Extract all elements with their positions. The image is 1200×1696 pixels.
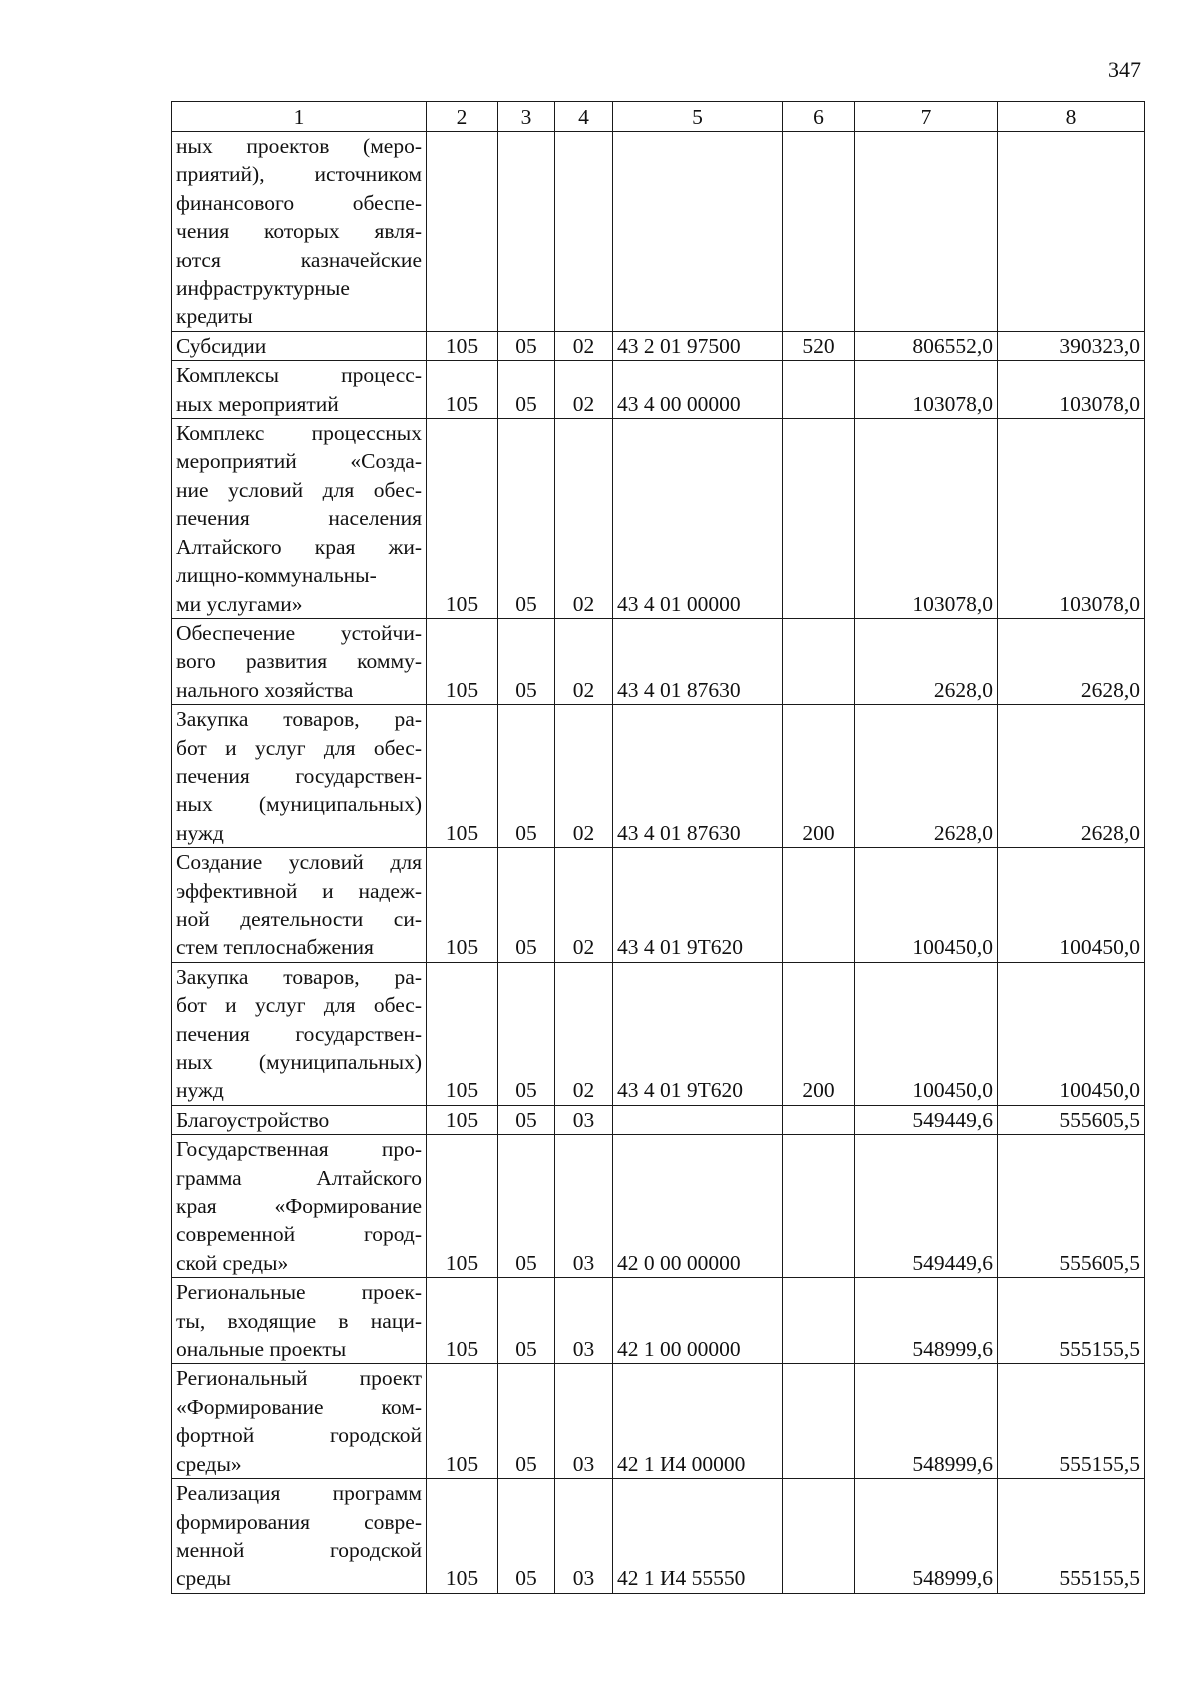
header-row [172, 102, 1145, 132]
cell-col-5: 43 4 01 00000 [613, 419, 783, 619]
name-line: чения которых явля- [176, 219, 422, 244]
cell-col-5: 43 4 01 9Т620 [613, 962, 783, 1105]
cell-col-2: 105 [427, 419, 498, 619]
name-line: нужд [176, 1078, 224, 1103]
name-line: финансового обеспе- [176, 190, 422, 215]
cell-col-1 [172, 618, 427, 704]
name-line: Создание условий для [176, 850, 422, 875]
cell-col-4: 02 [555, 331, 613, 360]
name-line: ются казначейские [176, 247, 422, 272]
cell-col-2: 105 [427, 1135, 498, 1278]
name-line: современной город- [176, 1222, 422, 1247]
name-line: ных мероприятий [176, 391, 339, 416]
cell-col-7: 2628,0 [855, 705, 998, 848]
cell-col-8: 555155,5 [998, 1479, 1145, 1594]
cell-col-1 [172, 705, 427, 848]
cell-col-2: 105 [427, 618, 498, 704]
cell-col-2: 105 [427, 1105, 498, 1134]
name-line: нужд [176, 820, 224, 845]
cell-col-6 [783, 1479, 855, 1594]
name-line: Благоустройство [176, 1107, 330, 1132]
table-row [172, 331, 1145, 360]
name-line: лищно-коммунальны- [176, 563, 377, 588]
cell-col-7: 549449,6 [855, 1135, 998, 1278]
name-line: ных (муниципальных) [176, 1050, 422, 1074]
name-line: печения населения [176, 506, 422, 531]
cell-col-1 [172, 132, 427, 332]
cell-col-4: 02 [555, 419, 613, 619]
name-line: фортной городской [176, 1423, 422, 1448]
name-line: ми услугами» [176, 591, 303, 616]
cell-col-4: 03 [555, 1364, 613, 1479]
table-row [172, 419, 1145, 619]
name-line: Комплексы процесс- [176, 363, 422, 388]
name-line: Алтайского края жи- [176, 534, 422, 559]
column-header: 4 [555, 102, 613, 132]
cell-col-3: 05 [498, 705, 555, 848]
name-line: Закупка товаров, ра- [176, 707, 422, 732]
cell-col-6 [783, 1278, 855, 1364]
column-header: 2 [427, 102, 498, 132]
name-line: инфраструктурные [176, 276, 350, 301]
name-line: Региональный проект [176, 1366, 422, 1391]
cell-col-2: 105 [427, 1364, 498, 1479]
page-number: 347 [1108, 57, 1141, 82]
cell-col-4: 02 [555, 705, 613, 848]
budget-table [171, 101, 1145, 1594]
cell-col-8: 555155,5 [998, 1278, 1145, 1364]
name-line: Субсидии [176, 333, 267, 358]
name-line: мероприятий «Созда- [176, 449, 422, 474]
cell-col-7: 100450,0 [855, 848, 998, 963]
cell-col-3: 05 [498, 1105, 555, 1134]
cell-col-4: 02 [555, 618, 613, 704]
cell-col-5 [613, 1105, 783, 1134]
cell-col-5: 43 4 01 87630 [613, 618, 783, 704]
name-line: ской среды» [176, 1250, 289, 1275]
cell-col-3: 05 [498, 848, 555, 963]
name-line: печения государствен- [176, 763, 422, 788]
name-line: ональные проекты [176, 1337, 347, 1362]
cell-col-1 [172, 331, 427, 360]
cell-col-3: 05 [498, 962, 555, 1105]
name-line: ных (муниципальных) [176, 792, 422, 817]
cell-col-1 [172, 848, 427, 963]
name-line: Государственная про- [176, 1137, 422, 1162]
name-line: вого развития комму- [176, 649, 422, 674]
cell-col-1 [172, 361, 427, 419]
cell-col-4: 02 [555, 848, 613, 963]
cell-col-8 [998, 132, 1145, 332]
cell-col-1 [172, 1364, 427, 1479]
cell-col-4: 03 [555, 1135, 613, 1278]
cell-col-7: 103078,0 [855, 419, 998, 619]
cell-col-3: 05 [498, 419, 555, 619]
cell-col-5: 42 1 И4 00000 [613, 1364, 783, 1479]
table-row [172, 962, 1145, 1105]
name-line: эффективной и надеж- [176, 878, 422, 903]
cell-col-1 [172, 1479, 427, 1594]
cell-col-8: 555605,5 [998, 1105, 1145, 1134]
cell-col-7: 548999,6 [855, 1364, 998, 1479]
cell-col-1 [172, 1278, 427, 1364]
cell-col-3: 05 [498, 1479, 555, 1594]
cell-col-6 [783, 419, 855, 619]
cell-col-2: 105 [427, 962, 498, 1105]
cell-col-8: 2628,0 [998, 618, 1145, 704]
column-header: 6 [783, 102, 855, 132]
cell-col-5: 42 0 00 00000 [613, 1135, 783, 1278]
cell-col-7: 2628,0 [855, 618, 998, 704]
cell-col-6 [783, 1135, 855, 1278]
name-line: стем теплоснабжения [176, 935, 374, 960]
cell-col-6 [783, 132, 855, 332]
table-row [172, 361, 1145, 419]
cell-col-7: 548999,6 [855, 1278, 998, 1364]
column-header: 5 [613, 102, 783, 132]
cell-col-3: 05 [498, 1364, 555, 1479]
cell-col-6: 200 [783, 705, 855, 848]
cell-col-6 [783, 1364, 855, 1479]
table-row [172, 1105, 1145, 1134]
cell-col-8: 555605,5 [998, 1135, 1145, 1278]
table-row [172, 1135, 1145, 1278]
cell-col-2: 105 [427, 705, 498, 848]
cell-col-4: 03 [555, 1278, 613, 1364]
cell-col-8: 2628,0 [998, 705, 1145, 848]
cell-col-5: 43 4 01 87630 [613, 705, 783, 848]
cell-col-7 [855, 132, 998, 332]
cell-col-8: 103078,0 [998, 419, 1145, 619]
name-line: кредиты [176, 304, 253, 329]
cell-col-1 [172, 419, 427, 619]
name-line: формирования совре- [176, 1509, 422, 1534]
name-line: ных проектов (меро- [176, 134, 422, 158]
name-line: печения государствен- [176, 1021, 422, 1046]
name-line: нального хозяйства [176, 677, 354, 702]
cell-col-4: 02 [555, 361, 613, 419]
cell-col-6 [783, 361, 855, 419]
cell-col-7: 100450,0 [855, 962, 998, 1105]
cell-col-2: 105 [427, 331, 498, 360]
table-body [172, 132, 1145, 1594]
cell-col-6 [783, 848, 855, 963]
cell-col-7: 806552,0 [855, 331, 998, 360]
name-line: бот и услуг для обес- [176, 735, 422, 760]
column-header: 3 [498, 102, 555, 132]
name-line: ной деятельности си- [176, 906, 422, 931]
cell-col-5: 42 1 И4 55550 [613, 1479, 783, 1594]
name-line: Закупка товаров, ра- [176, 964, 422, 989]
cell-col-1 [172, 962, 427, 1105]
cell-col-6 [783, 1105, 855, 1134]
cell-col-7: 103078,0 [855, 361, 998, 419]
cell-col-8: 100450,0 [998, 962, 1145, 1105]
cell-col-2: 105 [427, 361, 498, 419]
cell-col-7: 549449,6 [855, 1105, 998, 1134]
cell-col-4 [555, 132, 613, 332]
name-line: Реализация программ [176, 1481, 422, 1506]
cell-col-4: 02 [555, 962, 613, 1105]
cell-col-7: 548999,6 [855, 1479, 998, 1594]
cell-col-8: 555155,5 [998, 1364, 1145, 1479]
table-row [172, 705, 1145, 848]
table-row [172, 1364, 1145, 1479]
cell-col-5: 43 2 01 97500 [613, 331, 783, 360]
table-row [172, 618, 1145, 704]
cell-col-2: 105 [427, 1278, 498, 1364]
cell-col-5: 43 4 01 9Т620 [613, 848, 783, 963]
name-line: Комплекс процессных [176, 421, 422, 446]
cell-col-2 [427, 132, 498, 332]
name-line: края «Формирование [176, 1194, 422, 1219]
cell-col-5: 42 1 00 00000 [613, 1278, 783, 1364]
name-line: бот и услуг для обес- [176, 993, 422, 1018]
cell-col-3: 05 [498, 1278, 555, 1364]
cell-col-5: 43 4 00 00000 [613, 361, 783, 419]
cell-col-4: 03 [555, 1479, 613, 1594]
cell-col-6: 520 [783, 331, 855, 360]
table-row [172, 1278, 1145, 1364]
name-line: ты, входящие в наци- [176, 1308, 422, 1333]
table-row [172, 1479, 1145, 1594]
table-row [172, 132, 1145, 332]
cell-col-2: 105 [427, 1479, 498, 1594]
cell-col-8: 103078,0 [998, 361, 1145, 419]
column-header: 7 [855, 102, 998, 132]
cell-col-3: 05 [498, 361, 555, 419]
cell-col-2: 105 [427, 848, 498, 963]
name-line: грамма Алтайского [176, 1165, 422, 1190]
cell-col-1 [172, 1135, 427, 1278]
cell-col-5 [613, 132, 783, 332]
cell-col-6 [783, 618, 855, 704]
name-line: среды» [176, 1451, 242, 1476]
name-line: среды [176, 1566, 231, 1591]
name-line: Обеспечение устойчи- [176, 620, 422, 645]
cell-col-4: 03 [555, 1105, 613, 1134]
cell-col-8: 390323,0 [998, 331, 1145, 360]
cell-col-8: 100450,0 [998, 848, 1145, 963]
cell-col-3: 05 [498, 1135, 555, 1278]
cell-col-3: 05 [498, 618, 555, 704]
cell-col-3: 05 [498, 331, 555, 360]
name-line: Региональные проек- [176, 1280, 422, 1305]
column-header: 1 [172, 102, 427, 132]
table-row [172, 848, 1145, 963]
name-line: ние условий для обес- [176, 477, 422, 502]
cell-col-1 [172, 1105, 427, 1134]
name-line: «Формирование ком- [176, 1394, 422, 1419]
column-header: 8 [998, 102, 1145, 132]
cell-col-6: 200 [783, 962, 855, 1105]
cell-col-3 [498, 132, 555, 332]
name-line: менной городской [176, 1537, 422, 1562]
name-line: приятий), источником [176, 162, 422, 187]
